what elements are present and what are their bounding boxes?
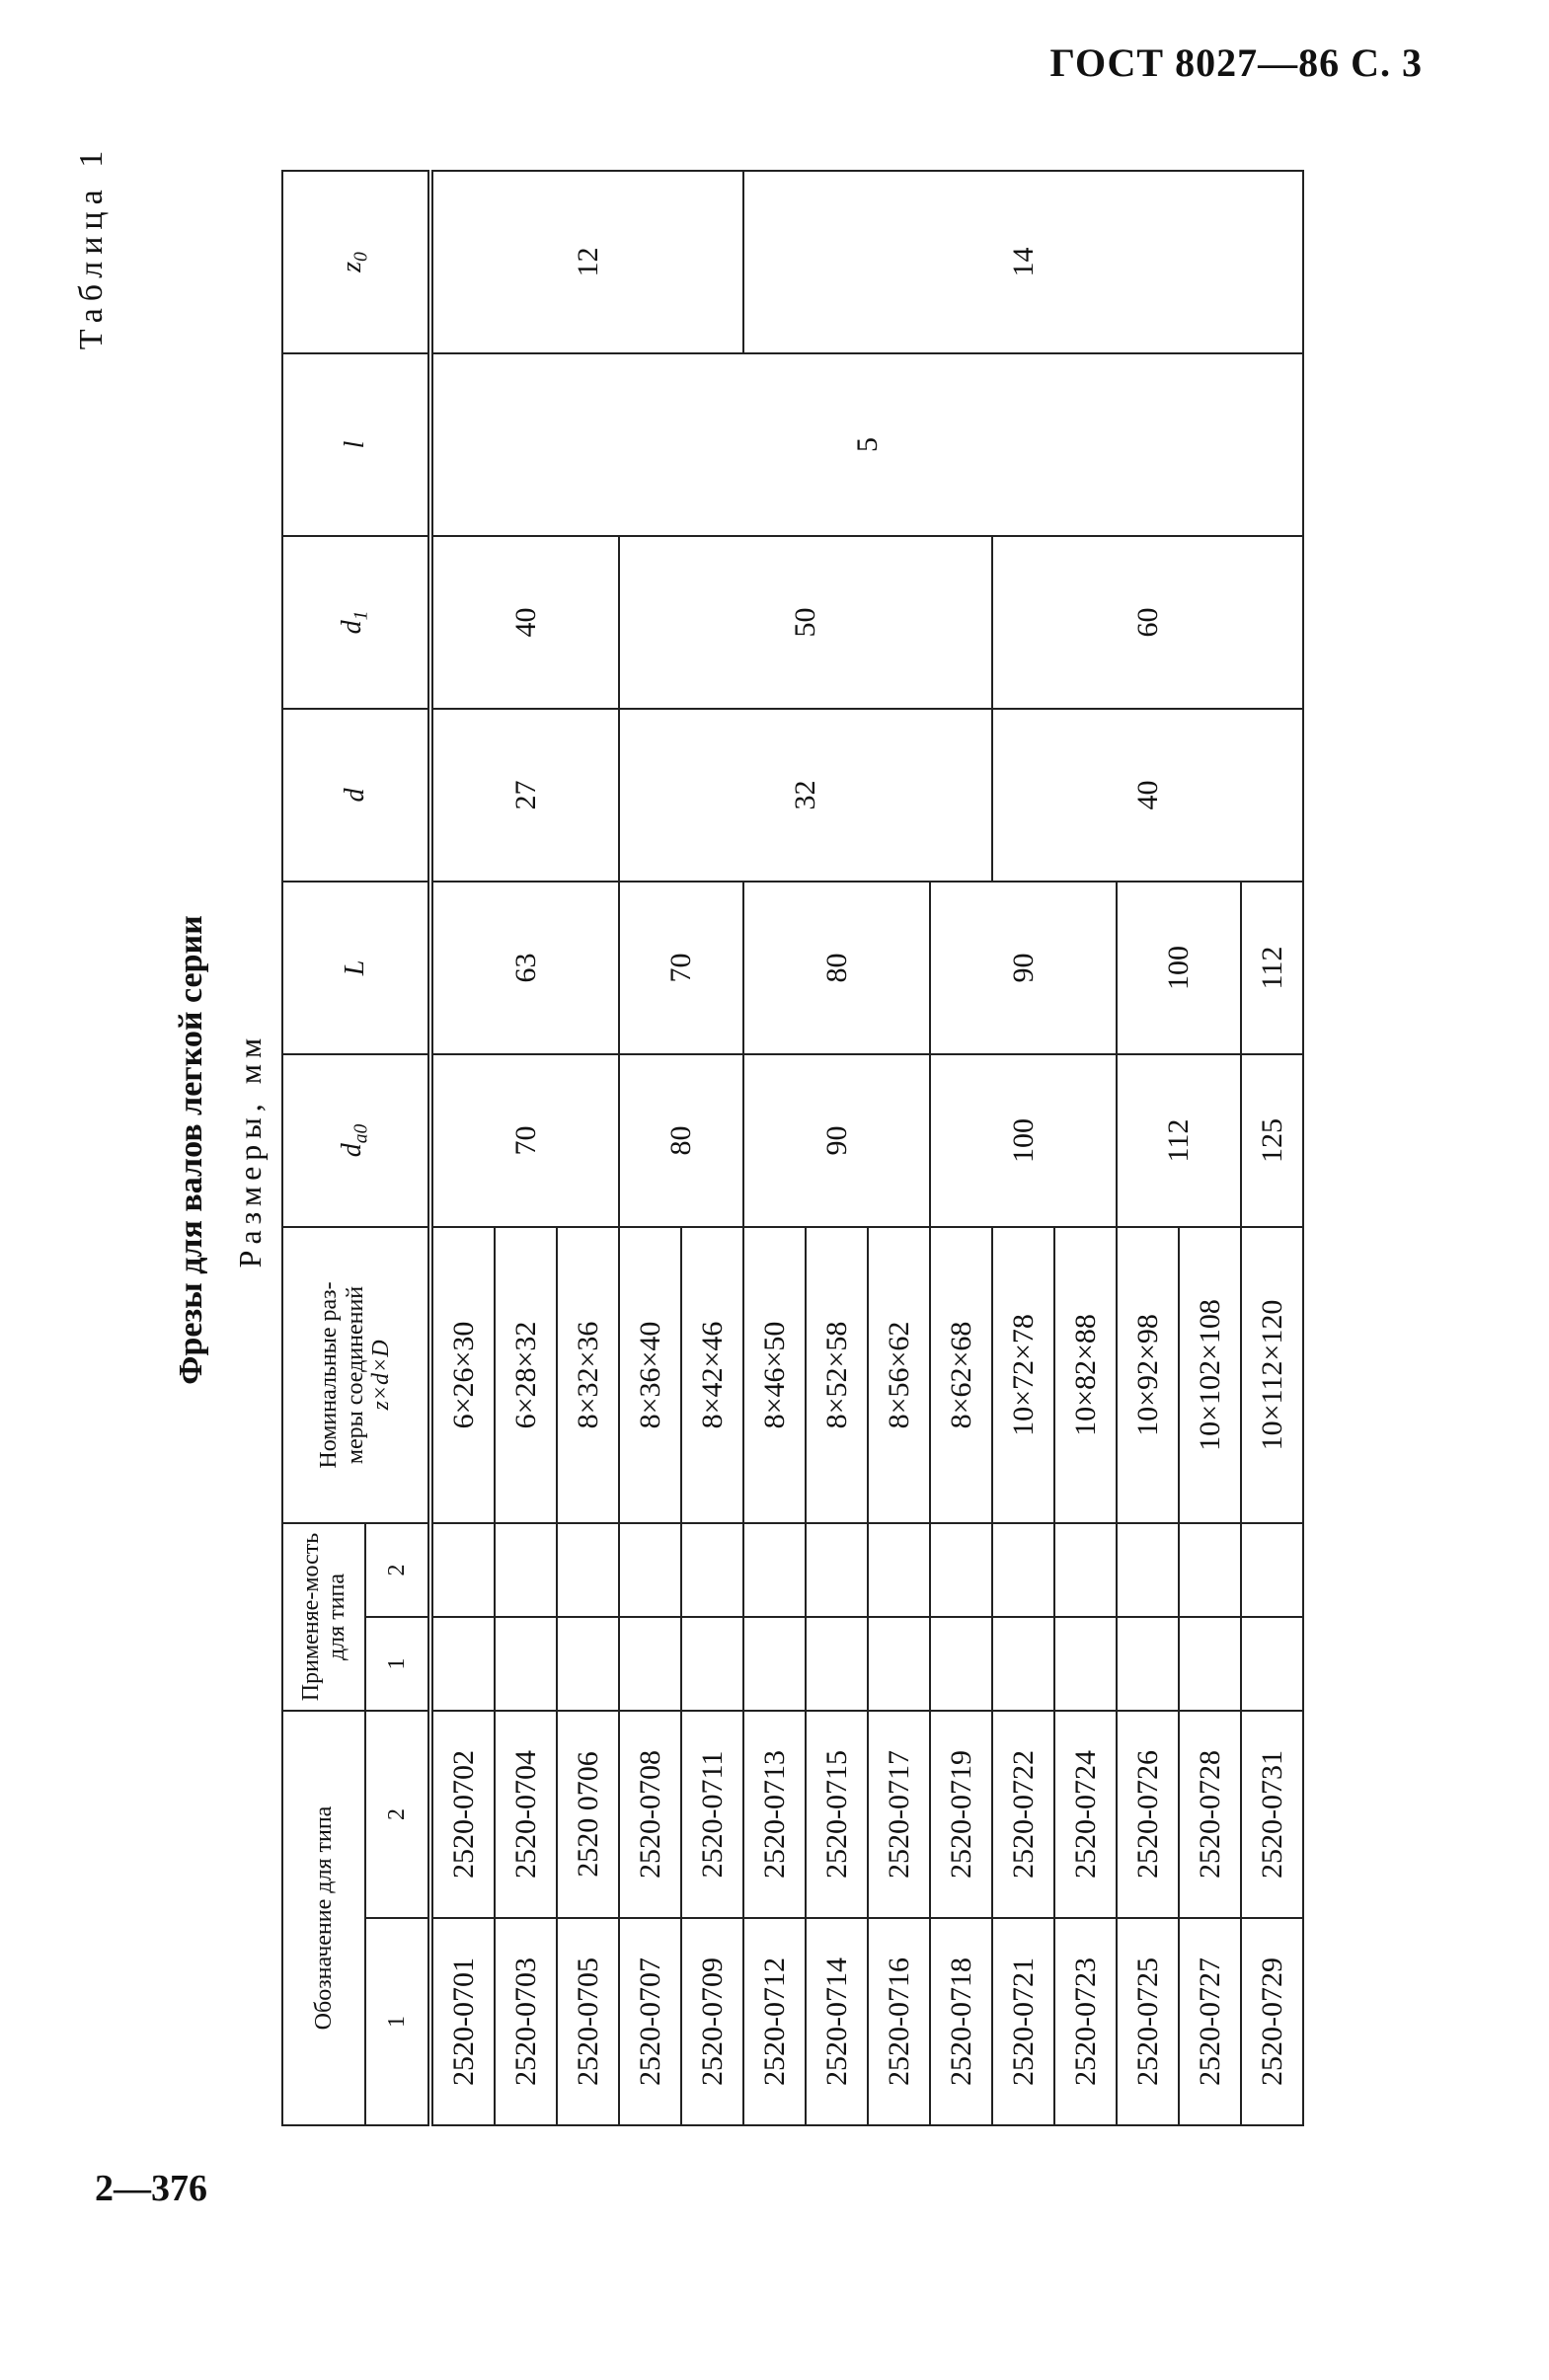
da0-value: 80: [619, 1054, 743, 1227]
designation-type2: 2520-0704: [495, 1711, 557, 1918]
designation-type2: 2520-0731: [1241, 1711, 1303, 1918]
applicability-type2: [806, 1523, 868, 1617]
designation-type2: 2520-0711: [681, 1711, 743, 1918]
applicability-type2: [557, 1523, 619, 1617]
designation-type1: 2520-0729: [1241, 1918, 1303, 2125]
applicability-type2: [1241, 1523, 1303, 1617]
header-applicability: Применяе-мость для типа: [282, 1523, 365, 1711]
applicability-type1: [1054, 1617, 1117, 1711]
header-applicability-type2: 2: [365, 1523, 430, 1617]
header-da0-subscript: a0: [351, 1123, 373, 1144]
designation-type1: 2520-0725: [1117, 1918, 1179, 2125]
nominal-size: 6×28×32: [495, 1227, 557, 1523]
designation-type2: 2520-0702: [430, 1711, 495, 1918]
applicability-type2: [1179, 1523, 1241, 1617]
applicability-type1: [619, 1617, 681, 1711]
L-value: 63: [430, 882, 619, 1054]
L-value: 80: [743, 882, 930, 1054]
nominal-size: 10×82×88: [1054, 1227, 1117, 1523]
designation-type2: 2520-0724: [1054, 1711, 1117, 1918]
header-d: d: [282, 709, 430, 882]
header-d1-subscript: 1: [351, 610, 373, 621]
da0-value: 100: [930, 1054, 1117, 1227]
L-value: 112: [1241, 882, 1303, 1054]
page-header-title: ГОСТ 8027—86 С. 3: [1049, 40, 1423, 85]
designation-type2: 2520-0719: [930, 1711, 992, 1918]
header-type2: 2: [365, 1711, 430, 1918]
nominal-size: 8×46×50: [743, 1227, 806, 1523]
header-nominal-line3: z×d×D: [368, 1340, 395, 1411]
nominal-size: 10×92×98: [1117, 1227, 1179, 1523]
applicability-type2: [430, 1523, 495, 1617]
header-z0-subscript: 0: [351, 252, 373, 262]
applicability-type1: [430, 1617, 495, 1711]
applicability-type2: [992, 1523, 1054, 1617]
header-applicability-type1: 1: [365, 1617, 430, 1711]
applicability-type1: [1179, 1617, 1241, 1711]
z0-value: 14: [743, 171, 1303, 353]
header-da0-symbol: d: [337, 1143, 368, 1158]
applicability-type1: [806, 1617, 868, 1711]
designation-type1: 2520-0714: [806, 1918, 868, 2125]
da0-value: 125: [1241, 1054, 1303, 1227]
designation-type2: 2520-0728: [1179, 1711, 1241, 1918]
applicability-type2: [930, 1523, 992, 1617]
z0-value: 12: [430, 171, 743, 353]
header-nominal-line1: Номинальные раз-: [316, 1281, 343, 1469]
nominal-size: 10×102×108: [1179, 1227, 1241, 1523]
d-value: 27: [430, 709, 619, 882]
designation-type2: 2520-0708: [619, 1711, 681, 1918]
applicability-type1: [930, 1617, 992, 1711]
applicability-type1: [992, 1617, 1054, 1711]
designation-type1: 2520-0709: [681, 1918, 743, 2125]
applicability-type1: [1117, 1617, 1179, 1711]
table-title: Фрезы для валов легкой серии: [173, 915, 209, 1385]
d1-value: 60: [992, 536, 1303, 709]
designation-type1: 2520-0712: [743, 1918, 806, 2125]
da0-value: 90: [743, 1054, 930, 1227]
d1-value: 50: [619, 536, 992, 709]
nominal-size: 6×26×30: [430, 1227, 495, 1523]
L-value: 70: [619, 882, 743, 1054]
applicability-type2: [1054, 1523, 1117, 1617]
table-subtitle: Размеры, мм: [232, 1032, 268, 1268]
l-value: 5: [430, 353, 1303, 536]
header-d1-symbol: d: [337, 620, 368, 635]
nominal-size: 8×36×40: [619, 1227, 681, 1523]
applicability-type1: [743, 1617, 806, 1711]
header-L: L: [282, 882, 430, 1054]
applicability-type1: [681, 1617, 743, 1711]
nominal-size: 8×32×36: [557, 1227, 619, 1523]
designation-type1: 2520-0705: [557, 1918, 619, 2125]
header-z0-symbol: z: [337, 261, 368, 272]
designation-type2: 2520-0726: [1117, 1711, 1179, 1918]
nominal-size: 8×42×46: [681, 1227, 743, 1523]
applicability-type1: [495, 1617, 557, 1711]
table-label: Таблица 1: [73, 143, 110, 350]
applicability-type2: [1117, 1523, 1179, 1617]
designation-type1: 2520-0707: [619, 1918, 681, 2125]
nominal-size: 8×56×62: [868, 1227, 930, 1523]
L-value: 100: [1117, 882, 1241, 1054]
d-value: 40: [992, 709, 1303, 882]
applicability-type2: [681, 1523, 743, 1617]
header-nominal-line2: меры соединений: [342, 1285, 368, 1465]
table-row: [430, 171, 495, 2125]
L-value: 90: [930, 882, 1117, 1054]
applicability-type1: [1241, 1617, 1303, 1711]
applicability-type2: [743, 1523, 806, 1617]
applicability-type1: [557, 1617, 619, 1711]
header-d1: [282, 536, 430, 709]
header-l: l: [282, 353, 430, 536]
applicability-type2: [868, 1523, 930, 1617]
nominal-size: 8×62×68: [930, 1227, 992, 1523]
header-designation: Обозначение для типа: [282, 1711, 365, 2125]
designation-type1: 2520-0727: [1179, 1918, 1241, 2125]
designation-type2: 2520 0706: [557, 1711, 619, 1918]
header-nominal-sizes: [282, 1227, 430, 1523]
designation-type2: 2520-0713: [743, 1711, 806, 1918]
nominal-size: 10×112×120: [1241, 1227, 1303, 1523]
nominal-size: 10×72×78: [992, 1227, 1054, 1523]
applicability-type2: [619, 1523, 681, 1617]
da0-value: 112: [1117, 1054, 1241, 1227]
rotated-table-block: [143, 158, 1427, 2142]
applicability-type2: [495, 1523, 557, 1617]
header-da0: [282, 1054, 430, 1227]
nominal-size: 8×52×58: [806, 1227, 868, 1523]
designation-type1: 2520-0716: [868, 1918, 930, 2125]
header-type1: 1: [365, 1918, 430, 2125]
designation-type1: 2520-0723: [1054, 1918, 1117, 2125]
designation-type1: 2520-0701: [430, 1918, 495, 2125]
d-value: 32: [619, 709, 992, 882]
designation-type1: 2520-0721: [992, 1918, 1054, 2125]
d1-value: 40: [430, 536, 619, 709]
designation-type2: 2520-0715: [806, 1711, 868, 1918]
header-z0: [282, 171, 430, 353]
da0-value: 70: [430, 1054, 619, 1227]
spec-table: [281, 170, 1304, 2126]
designation-type2: 2520-0717: [868, 1711, 930, 1918]
applicability-type1: [868, 1617, 930, 1711]
designation-type1: 2520-0703: [495, 1918, 557, 2125]
designation-type2: 2520-0722: [992, 1711, 1054, 1918]
designation-type1: 2520-0718: [930, 1918, 992, 2125]
page-number: 2—376: [95, 2168, 207, 2209]
